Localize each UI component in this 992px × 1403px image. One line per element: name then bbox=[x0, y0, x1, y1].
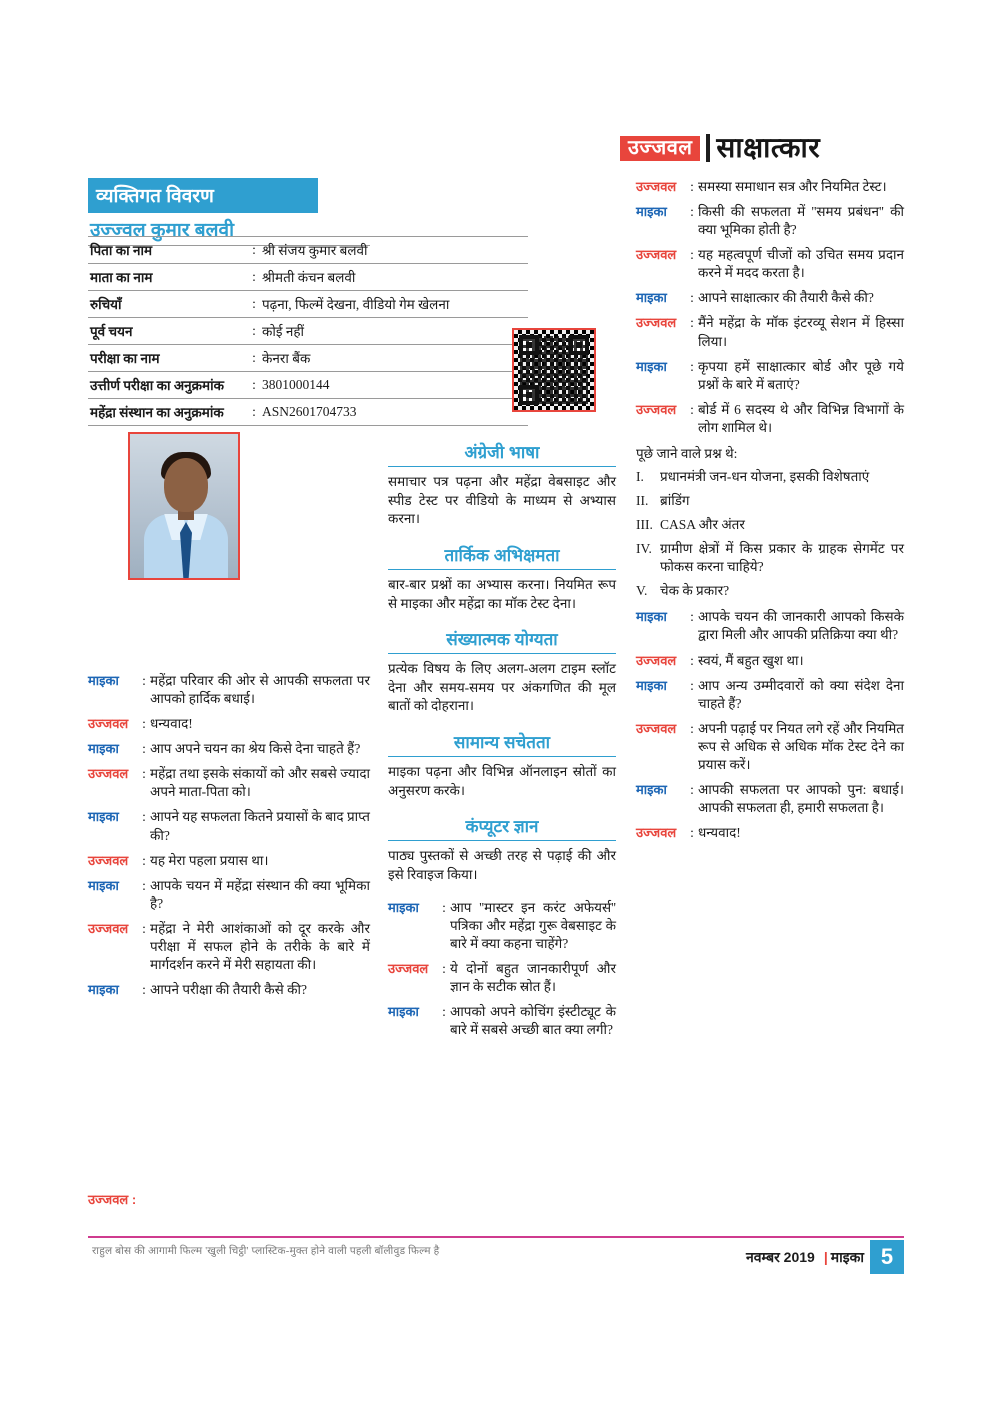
footer-magazine-name: माइका bbox=[830, 1248, 864, 1265]
speaker-colon: : bbox=[690, 401, 694, 417]
interview-answer-row bbox=[636, 178, 904, 196]
speaker-colon: : bbox=[442, 1003, 446, 1019]
interview-question-row bbox=[88, 877, 370, 913]
profile-detail-colon: : bbox=[248, 399, 260, 426]
asked-question-number: I. bbox=[636, 468, 644, 484]
interview-question-row bbox=[636, 358, 904, 394]
footer-divider bbox=[88, 1236, 904, 1238]
speaker-colon: : bbox=[442, 899, 446, 915]
profile-detail-row bbox=[88, 264, 528, 291]
interview-answer-row bbox=[636, 401, 904, 437]
speaker-colon: : bbox=[142, 673, 146, 688]
asked-question-text: ब्रांडिंग bbox=[660, 493, 690, 509]
asked-questions-lead: पूछे जाने वाले प्रश्न थे: bbox=[636, 445, 738, 461]
right-qa-bottom bbox=[636, 608, 904, 842]
speaker-colon: : bbox=[690, 290, 694, 306]
skill-body: पाठ्य पुस्तकों से अच्छी तरह से पढ़ाई की और इसे रिवाइज किया। bbox=[388, 848, 616, 882]
speaker-colon: : bbox=[690, 609, 694, 625]
right-interview-column bbox=[636, 178, 904, 849]
speaker-label: उज्जवल bbox=[88, 716, 129, 732]
speaker-label: माइका bbox=[636, 204, 667, 220]
profile-detail-label: पूर्व चयन bbox=[88, 318, 248, 345]
profile-detail-value: कोई नहीं bbox=[260, 318, 528, 345]
speaker-label: माइका bbox=[388, 899, 419, 915]
profile-detail-row bbox=[88, 237, 528, 264]
speaker-colon: : bbox=[142, 741, 146, 757]
speaker-label: माइका bbox=[636, 782, 667, 798]
speaker-label: माइका bbox=[636, 677, 667, 693]
asked-question-text: चेक के प्रकार? bbox=[660, 583, 730, 599]
skill-heading: संख्यात्मक योग्यता bbox=[388, 627, 616, 654]
interview-text: आपके चयन की जानकारी आपको किसके द्वारा मिली और आपकी प्रतिक्रिया क्या थी? bbox=[698, 609, 904, 643]
interview-text: समस्या समाधान सत्र और नियमित टेस्ट। bbox=[698, 179, 887, 194]
profile-panel-title: व्यक्तिगत विवरण bbox=[88, 178, 318, 213]
profile-detail-value: श्रीमती कंचन बलवी bbox=[260, 264, 528, 291]
interview-text: किसी की सफलता में ''समय प्रबंधन'' की क्या भूमिका होती है? bbox=[698, 204, 904, 238]
interview-text: महेंद्रा परिवार की ओर से आपकी सफलता पर आपको हार्दिक बधाई। bbox=[150, 673, 370, 707]
interview-text: यह मेरा पहला प्रयास था। bbox=[150, 852, 269, 868]
asked-questions-list bbox=[636, 468, 904, 600]
interview-text: आपने यह सफलता कितने प्रयासों के बाद प्राप्त की? bbox=[150, 809, 370, 843]
interview-question-row bbox=[636, 289, 904, 307]
skills-column bbox=[388, 440, 616, 1046]
speaker-colon: : bbox=[690, 782, 694, 798]
skill-heading: अंग्रेजी भाषा bbox=[388, 440, 616, 467]
speaker-label: उज्जवल bbox=[636, 315, 677, 331]
interview-text: ये दोनों बहुत जानकारीपूर्ण और ज्ञान के सटीक स्रोत हैं। bbox=[450, 960, 616, 994]
interview-answer-row bbox=[636, 246, 904, 282]
speaker-colon: : bbox=[690, 652, 694, 668]
speaker-label: उज्जवल bbox=[636, 247, 677, 263]
speaker-colon: : bbox=[142, 716, 146, 732]
speaker-colon: : bbox=[690, 247, 694, 263]
interview-text: कृपया हमें साक्षात्कार बोर्ड और पूछे गये प्रश्नों के बारे में बताएं? bbox=[698, 358, 904, 392]
profile-detail-colon: : bbox=[248, 345, 260, 372]
qr-code-icon bbox=[512, 328, 596, 412]
asked-question-number: II. bbox=[636, 493, 649, 509]
speaker-colon: : bbox=[142, 766, 146, 782]
left-interview-column bbox=[88, 672, 370, 1006]
page-number: 5 bbox=[870, 1240, 904, 1274]
profile-detail-label: पिता का नाम bbox=[88, 237, 248, 264]
speaker-label: माइका bbox=[388, 1003, 419, 1019]
speaker-label: माइका bbox=[636, 358, 667, 374]
speaker-label: माइका bbox=[88, 809, 119, 825]
speaker-colon: : bbox=[142, 920, 146, 936]
skill-heading: कंप्यूटर ज्ञान bbox=[388, 814, 616, 841]
interview-question-row bbox=[88, 808, 370, 844]
profile-detail-value: श्री संजय कुमार बलवी bbox=[260, 237, 528, 264]
skill-body: माइका पढ़ना और विभिन्न ऑनलाइन स्रोतों का अनुसरण करके। bbox=[388, 764, 616, 798]
interview-text: आप ''मास्टर इन करंट अफेयर्स'' पत्रिका और महेंद्रा गुरू वेबसाइट के बारे में क्या कहना चाहेंगे? bbox=[450, 899, 616, 951]
interview-answer-row bbox=[88, 852, 370, 870]
speaker-label: उज्जवल bbox=[88, 852, 129, 868]
speaker-colon: : bbox=[142, 982, 146, 998]
profile-detail-value: 3801000144 bbox=[260, 372, 528, 399]
profile-detail-value: पढ़ना, फिल्में देखना, वीडियो गेम खेलना bbox=[260, 291, 528, 318]
interview-text: आपके चयन में महेंद्रा संस्थान की क्या भूमिका है? bbox=[150, 877, 370, 911]
speaker-label: माइका bbox=[88, 877, 119, 893]
candidate-name: उज्ज्वल कुमार बलवी bbox=[88, 213, 370, 246]
asked-question-number: IV. bbox=[636, 541, 652, 557]
interview-text: यह महत्वपूर्ण चीजों को उचित समय प्रदान करने में मदद करता है। bbox=[698, 247, 904, 281]
interview-text: अपनी पढ़ाई पर नियत लगे रहें और नियमित रूप से अधिक से अधिक मॉक टेस्ट देने का प्रयास करें। bbox=[698, 720, 904, 772]
speaker-colon: : bbox=[142, 852, 146, 868]
skill-heading: तार्किक अभिक्षमता bbox=[388, 543, 616, 570]
interview-answer-row bbox=[636, 652, 904, 670]
footer-divider-glyph: | bbox=[823, 1249, 828, 1265]
profile-detail-colon: : bbox=[248, 318, 260, 345]
interview-answer-row bbox=[88, 920, 370, 974]
speaker-label: माइका bbox=[636, 290, 667, 306]
asked-question-number: III. bbox=[636, 517, 653, 533]
masthead-divider bbox=[706, 134, 710, 162]
skill-body: बार-बार प्रश्नों का अभ्यास करना। नियमित रूप से माइका और महेंद्रा का मॉक टेस्ट देना। bbox=[388, 576, 616, 611]
speaker-label: उज्जवल bbox=[636, 401, 677, 417]
interview-text: धन्यवाद! bbox=[698, 825, 741, 841]
speaker-colon: : bbox=[690, 204, 694, 220]
interview-text: महेंद्रा तथा इसके संकायों को और सबसे ज्यादा अपने माता-पिता को। bbox=[150, 766, 370, 800]
speaker-label: माइका bbox=[88, 741, 119, 757]
profile-details-table bbox=[88, 236, 528, 426]
asked-question-item bbox=[636, 516, 904, 534]
interview-text: आपने साक्षात्कार की तैयारी कैसे की? bbox=[698, 290, 874, 306]
asked-question-item bbox=[636, 468, 904, 486]
profile-detail-colon: : bbox=[248, 264, 260, 291]
interview-text: मैंने महेंद्रा के मॉक इंटरव्यू सेशन में हिस्सा लिया। bbox=[698, 315, 904, 349]
skill-heading: सामान्य सचेतता bbox=[388, 730, 616, 757]
interview-text: आपकी सफलता पर आपको पुन: बधाई। आपकी सफलता ही, हमारी सफलता है। bbox=[698, 782, 904, 816]
footer-month-year: नवम्बर 2019 bbox=[745, 1248, 815, 1265]
interview-text: बोर्ड में 6 सदस्य थे और विभिन्न विभागों के लोग शामिल थे। bbox=[698, 401, 904, 435]
candidate-photo bbox=[128, 432, 240, 580]
middle-interview-column bbox=[388, 899, 616, 1040]
profile-detail-row bbox=[88, 291, 528, 318]
speaker-label: माइका bbox=[88, 982, 119, 998]
interview-answer-row bbox=[636, 720, 904, 774]
interview-question-row bbox=[636, 203, 904, 239]
masthead-brand-tag: उज्जवल bbox=[620, 136, 700, 161]
profile-detail-value: ASN2601704733 bbox=[260, 399, 528, 426]
speaker-colon: : bbox=[690, 358, 694, 374]
profile-detail-colon: : bbox=[248, 372, 260, 399]
speaker-label: माइका bbox=[88, 673, 119, 688]
interview-answer-row bbox=[388, 960, 616, 996]
profile-detail-label: रुचियाँ bbox=[88, 291, 248, 318]
masthead bbox=[620, 128, 940, 168]
interview-question-row bbox=[636, 608, 904, 644]
asked-question-number: V. bbox=[636, 583, 648, 599]
speaker-colon: : bbox=[690, 720, 694, 736]
profile-detail-colon: : bbox=[248, 237, 260, 264]
interview-text: आप अपने चयन का श्रेय किसे देना चाहते हैं? bbox=[150, 741, 361, 757]
asked-question-text: प्रधानमंत्री जन-धन योजना, इसकी विशेषताएं bbox=[660, 468, 870, 484]
profile-detail-row bbox=[88, 318, 528, 345]
interview-text: धन्यवाद! bbox=[150, 716, 193, 732]
left-column-tail-speaker: उज्जवल : bbox=[88, 1192, 137, 1207]
speaker-colon: : bbox=[690, 677, 694, 693]
profile-detail-row bbox=[88, 399, 528, 426]
interview-text: स्वयं, मैं बहुत खुश था। bbox=[698, 652, 804, 668]
profile-detail-label: उत्तीर्ण परीक्षा का अनुक्रमांक bbox=[88, 372, 248, 399]
skill-body: समाचार पत्र पढ़ना और महेंद्रा वेबसाइट और स्पीड टेस्ट पर वीडियो के माध्यम से अभ्यास करना। bbox=[388, 474, 616, 527]
asked-question-item bbox=[636, 582, 904, 600]
speaker-label: उज्जवल bbox=[88, 766, 129, 782]
profile-detail-label: महेंद्रा संस्थान का अनुक्रमांक bbox=[88, 399, 248, 426]
interview-question-row bbox=[88, 672, 370, 708]
asked-question-text: ग्रामीण क्षेत्रों में किस प्रकार के ग्राहक सेगमेंट पर फोकस करना चाहिये? bbox=[660, 541, 904, 575]
asked-question-item bbox=[636, 540, 904, 576]
footer-page-info bbox=[746, 1240, 904, 1274]
speaker-colon: : bbox=[442, 960, 446, 976]
skill-body: प्रत्येक विषय के लिए अलग-अलग टाइम स्लॉट देना और समय-समय पर अंकगणित की मूल बातों को दोहराना। bbox=[388, 661, 616, 714]
interview-text: महेंद्रा ने मेरी आशंकाओं को दूर करके और परीक्षा में सफल होने के तरीके के बारे में मार्गदर्शन करने में मेरी सहायता की। bbox=[150, 920, 370, 973]
speaker-label: उज्जवल bbox=[636, 720, 677, 736]
interview-answer-row bbox=[88, 715, 370, 733]
speaker-label: उज्जवल bbox=[388, 960, 429, 976]
speaker-colon: : bbox=[142, 877, 146, 893]
interview-text: आपने परीक्षा की तैयारी कैसे की? bbox=[150, 982, 307, 998]
speaker-colon: : bbox=[690, 179, 694, 194]
profile-detail-value: केनरा बैंक bbox=[260, 345, 528, 372]
speaker-label: उज्जवल bbox=[636, 652, 677, 668]
interview-answer-row bbox=[636, 314, 904, 350]
interview-question-row bbox=[636, 677, 904, 713]
interview-question-row bbox=[88, 981, 370, 999]
profile-detail-label: परीक्षा का नाम bbox=[88, 345, 248, 372]
speaker-label: माइका bbox=[636, 609, 667, 625]
footer-note: राहुल बोस की आगामी फिल्म 'खुली चिट्ठी' प्लास्टिक-मुक्त होने वाली पहली बॉलीवुड फिल्म है bbox=[92, 1246, 440, 1257]
speaker-colon: : bbox=[142, 809, 146, 825]
interview-question-row bbox=[388, 899, 616, 953]
speaker-colon: : bbox=[690, 825, 694, 841]
interview-answer-row bbox=[88, 765, 370, 801]
interview-answer-row bbox=[636, 824, 904, 842]
interview-text: आप अन्य उम्मीदवारों को क्या संदेश देना चाहते हैं? bbox=[698, 677, 904, 711]
right-qa-top bbox=[636, 178, 904, 437]
interview-question-row bbox=[388, 1003, 616, 1039]
interview-question-row bbox=[88, 740, 370, 758]
profile-detail-row bbox=[88, 372, 528, 399]
profile-detail-row bbox=[88, 345, 528, 372]
speaker-label: उज्जवल bbox=[636, 179, 677, 194]
masthead-title: साक्षात्कार bbox=[716, 132, 821, 163]
asked-question-text: CASA और अंतर bbox=[660, 517, 745, 533]
interview-text: आपको अपने कोचिंग इंस्टीट्यूट के बारे में सबसे अच्छी बात क्या लगी? bbox=[450, 1003, 616, 1037]
asked-question-item bbox=[636, 492, 904, 510]
speaker-label: उज्जवल bbox=[88, 920, 129, 936]
speaker-colon: : bbox=[690, 315, 694, 331]
profile-detail-colon: : bbox=[248, 291, 260, 318]
profile-detail-label: माता का नाम bbox=[88, 264, 248, 291]
interview-question-row bbox=[636, 781, 904, 817]
speaker-label: उज्जवल bbox=[636, 825, 677, 841]
